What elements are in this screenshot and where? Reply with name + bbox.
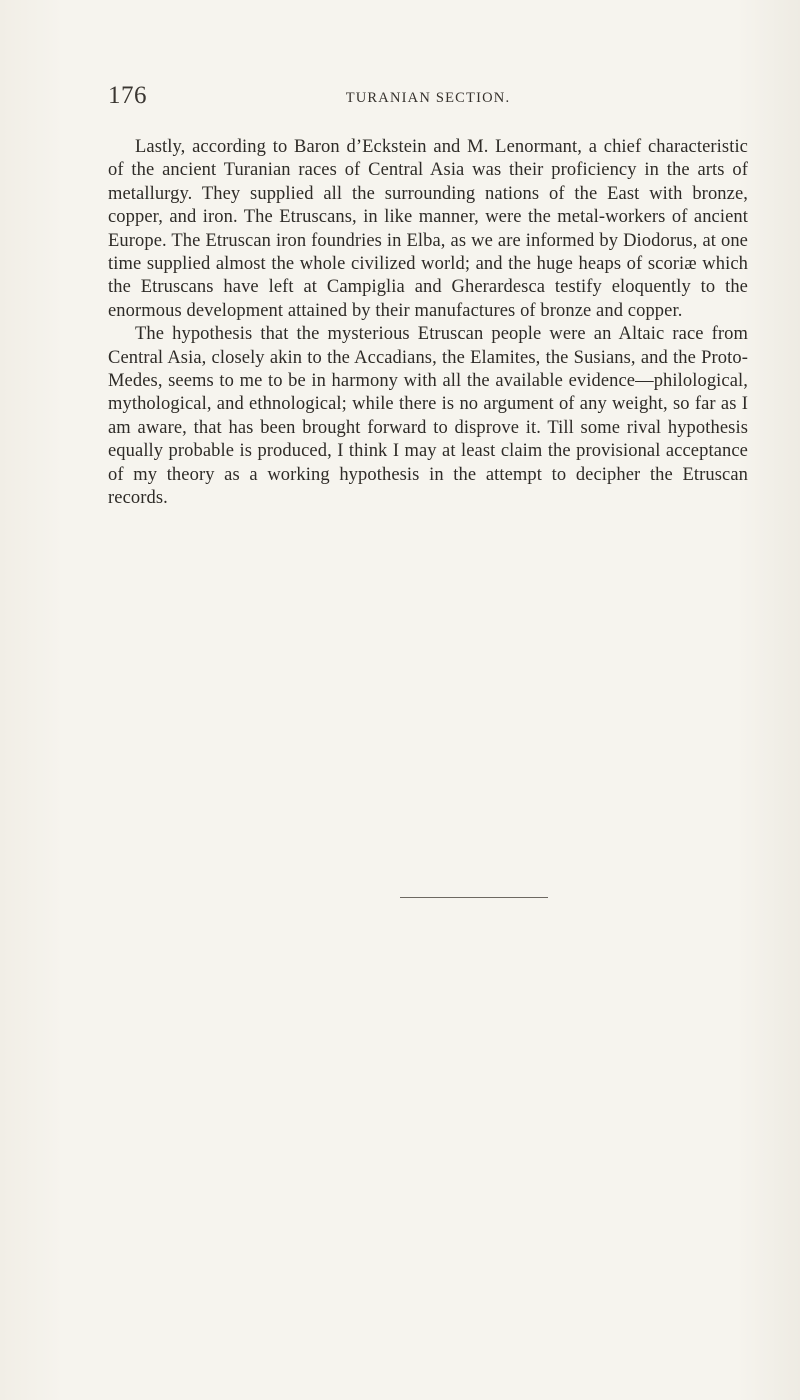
page-header: [108, 82, 748, 116]
body-text: [108, 136, 748, 511]
paragraph-hypothesis: The hypothesis that the mysterious Etruscan people were an Altaic race from Central Asia, closely akin to the Accadians, the Elamites, the Susians, and the Proto-Medes, seems to me to be in harmony with all the available evidence—philological, mythological, and ethnological; while there is no argument of any weight, so far as I am aware, that has been brought forward to disprove it. Till some rival hypothesis equally probable is produced, I think I may at least claim the provisional acceptance of my theory as a working hypothesis in the attempt to decipher the Etruscan records.: [108, 324, 748, 509]
section-divider-rule: [400, 897, 548, 898]
running-title: TURANIAN SECTION.: [345, 90, 511, 106]
page-number: 176: [108, 82, 147, 109]
paragraph-metallurgy: Lastly, according to Baron d’Eckstein and M. Lenormant, a chief characteristic of the ancient Turanian races of Central Asia was their proficiency in the arts of metallurgy. They supplied all the surrounding nations of the East with bronze, copper, and iron. The Etruscans, in like manner, were the metal-workers of ancient Europe. The Etruscan iron foundries in Elba, as we are informed by Diodorus, at one time supplied almost the whole civilized world; and the huge heaps of scoriæ which the Etruscans have left at Campiglia and Gherardesca testify eloquently to the enormous development attained by their manufactures of bronze and copper.: [108, 137, 748, 321]
